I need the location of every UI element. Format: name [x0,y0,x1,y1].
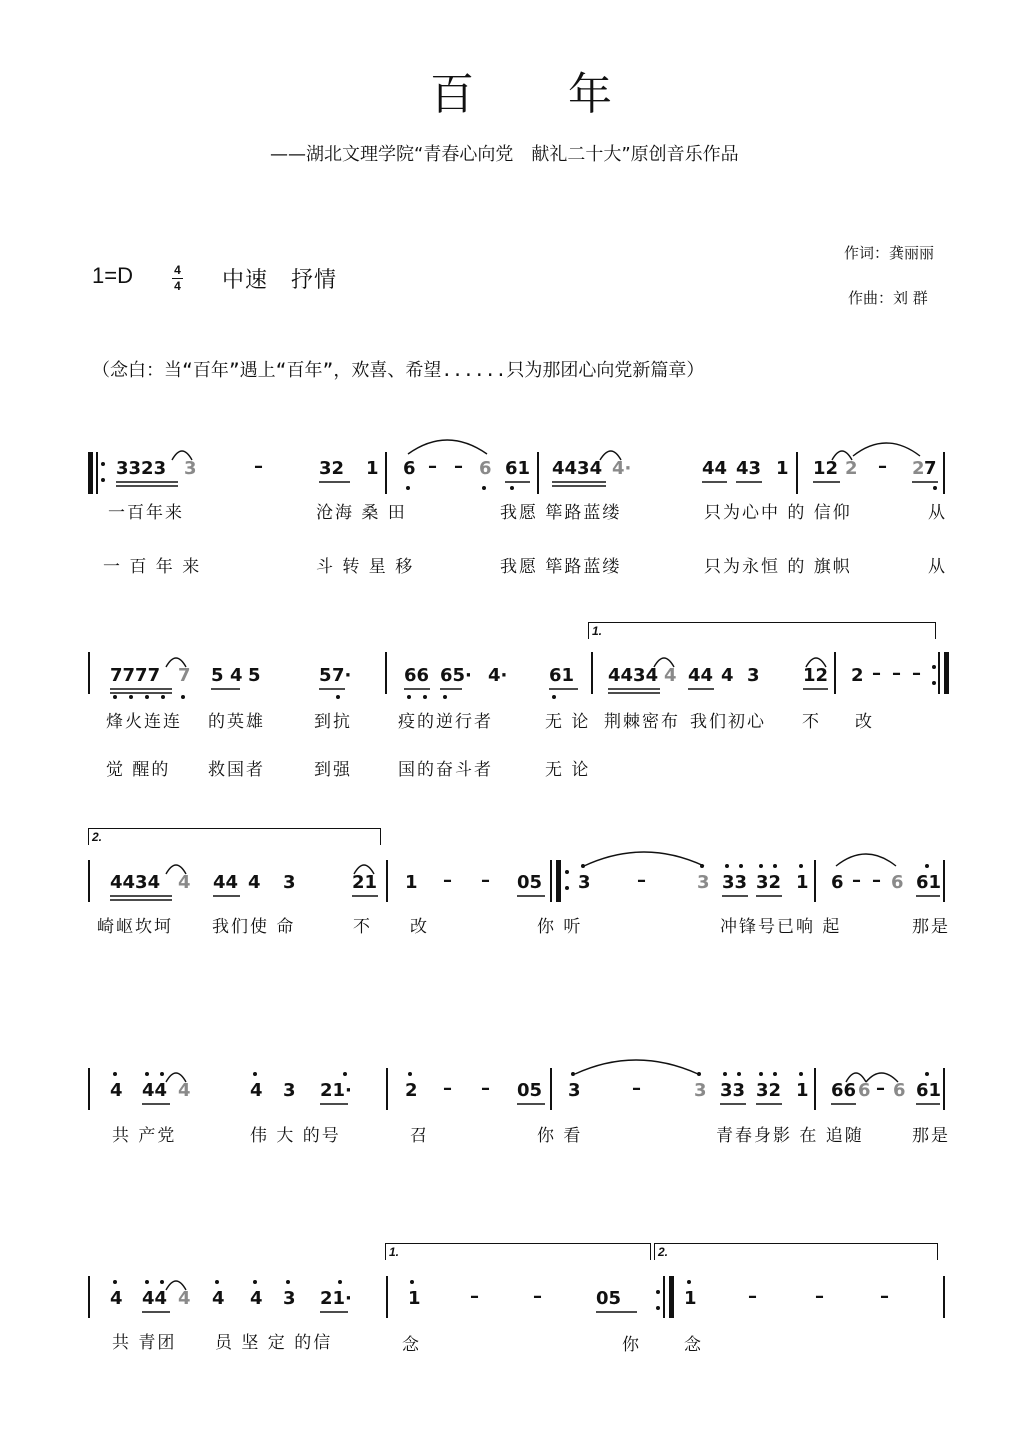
octave-dot [773,864,777,868]
note: 6 [831,872,844,893]
octave-dot [510,486,514,490]
note-flat: 7· [332,665,352,686]
note-tied: 3 [697,872,710,893]
lyric: 改 [410,917,429,937]
slur [806,658,826,667]
octave-dot [925,864,929,868]
composer-credit: 作曲：刘 群 [848,289,928,307]
octave-dot [129,695,133,699]
note-group: 65· [440,665,472,686]
octave-dot [759,864,763,868]
note-dash: – [481,1078,490,1099]
note-tied: 4 [178,872,191,893]
octave-dot [113,1072,117,1076]
lyric: 烽火连连 [106,712,182,732]
note-dash: – [254,456,263,477]
lyric: 到抗 [314,712,352,732]
slur [600,451,621,460]
slur [832,451,852,460]
note-sharp: 4 [230,665,243,686]
octave-dots [113,486,937,1284]
octave-dot [723,1072,727,1076]
octave-dot [759,1072,763,1076]
lyric: 共 青团 [112,1333,177,1353]
slur [172,451,192,460]
note-group: 32 [756,1080,782,1101]
tempo-marking: 中速 抒情 [222,268,338,293]
note: 1 [796,1080,809,1101]
slur [166,658,186,667]
note: 4 [721,665,734,686]
note-group: 32 [756,872,782,893]
note: 4· [488,665,508,686]
note: 1 [796,872,809,893]
note-tied: 4 [664,665,677,686]
key-signature: 1=D [92,263,133,288]
note: 1 [408,1288,421,1309]
note-group: 66 [404,665,430,686]
octave-dot [253,1072,257,1076]
octave-dot [773,1072,777,1076]
lyric: 觉 醒的 [106,760,171,780]
note-group: 44 [142,1080,168,1101]
note-tied: 3 [694,1080,707,1101]
note-dash: – [878,456,887,477]
note-group: 61 [549,665,575,686]
lyric: 你 [622,1335,641,1355]
octave-dot [145,695,149,699]
lyric: 改 [855,712,874,732]
octave-dot [160,1072,164,1076]
lyric: 冲锋号已响 起 [720,917,842,937]
note-group: 33 [720,1080,746,1101]
octave-dot [253,1280,257,1284]
note: 2 [405,1080,418,1101]
note-dash: – [880,1286,889,1307]
octave-dot [145,1072,149,1076]
lyric: 那是 [912,917,950,937]
slur [836,854,896,866]
slur [853,443,920,456]
note-tied: 6 [479,458,492,479]
note-group: 61 [505,458,531,479]
note-group: 44 [688,665,714,686]
note: 6 [403,458,416,479]
octave-dot [725,864,729,868]
slurs [166,440,920,1290]
lyric: 我愿 筚路蓝缕 [500,557,622,577]
note-dash: – [443,870,452,891]
octave-dot [925,1072,929,1076]
lyric: 一 百 年 来 [103,557,202,577]
note-dash: – [852,870,861,891]
note-tied: 7 [178,665,191,686]
note: 3 [747,665,760,686]
note: 1 [776,458,789,479]
note-group: 4434 [110,872,161,893]
lyric: 疫的逆行者 [398,712,493,732]
note-dash: – [428,456,437,477]
slur [846,1073,866,1082]
lyric: 的英雄 [208,712,265,732]
note-group: 43 [736,458,762,479]
note-dash: – [470,1286,479,1307]
octave-dot [410,1280,414,1284]
lyric: 到强 [314,760,352,780]
note-group: 66 [831,1080,857,1101]
lyric: 荆棘密布 [604,712,680,732]
lyric: 救国者 [208,760,265,780]
octave-dot [160,1280,164,1284]
note: 7 [924,458,937,479]
slur [575,1060,698,1074]
note-dash: – [443,1078,452,1099]
lyric: 你 听 [537,917,583,937]
octave-dot [286,1280,290,1284]
octave-dot [161,695,165,699]
note-group: 44 [702,458,728,479]
octave-dot [482,486,486,490]
octave-dot [443,695,447,699]
note: 3 [283,872,296,893]
note-dash: – [815,1286,824,1307]
octave-dot [700,864,704,868]
lyric: 我们初心 [690,712,766,732]
octave-dot [343,1072,347,1076]
slur [166,865,186,874]
note: 4 [248,872,261,893]
note: 2 [851,665,864,686]
octave-dot [423,695,427,699]
octave-dot [181,695,185,699]
octave-dot [408,1072,412,1076]
note-tied: 6 [893,1080,906,1101]
note-tied: 4 [178,1288,191,1309]
note: 4 [110,1080,123,1101]
note-tied: 4 [178,1080,191,1101]
note-group: 12 [813,458,839,479]
volta-label: 1. [592,624,603,638]
note-group: 32 [319,458,345,479]
octave-dot [407,695,411,699]
note-dash: – [872,663,881,684]
note: 5 [319,665,332,686]
note-group: 4434 [552,458,603,479]
note-dash: – [481,870,490,891]
song-title: 百 年 [430,69,652,120]
octave-dot [581,864,585,868]
note-group: 21 [352,872,378,893]
note-group: 44 [142,1288,168,1309]
lyric: 从 [928,503,947,523]
note: 1 [684,1288,697,1309]
note-group: 4434 [608,665,659,686]
note-group: 05 [596,1288,622,1309]
note: 5 [248,665,261,686]
note: 1 [366,458,379,479]
note: 4 [212,1288,225,1309]
time-signature-bottom: 4 [174,279,181,293]
lyric: 不 [802,712,821,732]
lyric: 员 坚 定 的信 [215,1333,333,1353]
lyric: 伟 大 的号 [250,1126,341,1146]
octave-dot [113,695,117,699]
lyric: 念 [684,1335,703,1355]
song-subtitle: ——湖北文理学院“青春心向党 献礼二十大”原创音乐作品 [270,144,739,165]
lyric: 从 [928,557,947,577]
note: 4 [110,1288,123,1309]
lyric: 召 [410,1126,429,1146]
note-tied: 2 [845,458,858,479]
note-group: 12 [803,665,829,686]
note-group: 05 [517,872,543,893]
note-tied: 6 [858,1080,871,1101]
beams [110,482,940,1312]
octave-dot [113,1280,117,1284]
lyric: 只为心中 的 信仰 [704,503,852,523]
lyric: 只为永恒 的 旗帜 [704,557,852,577]
octave-dot [338,1280,342,1284]
slur [408,440,487,454]
note-group: 7777 [110,665,161,686]
lyricist-credit: 作词：龚丽丽 [844,244,935,262]
narration-text: （念白：当“百年”遇上“百年”，欢喜、希望......只为那团心向党新篇章） [92,360,705,381]
note: 1 [405,872,418,893]
note-group: 44 [213,872,239,893]
lyric: 我愿 筚路蓝缕 [500,503,622,523]
volta-label: 2. [92,830,103,844]
octave-dot [215,1280,219,1284]
lyric: 你 看 [537,1126,583,1146]
slur [584,852,704,866]
lyric: 不 [353,917,372,937]
octave-dot [739,864,743,868]
octave-dot [145,1280,149,1284]
time-signature-top: 4 [174,263,181,277]
slur [166,1281,186,1290]
lyric: 斗 转 星 移 [316,557,415,577]
slur [866,1073,898,1082]
lyric: 那是 [912,1126,950,1146]
lyric: 一百年来 [108,503,184,523]
note-group: 33 [722,872,748,893]
octave-dot [799,1072,803,1076]
note-dash: – [876,1078,885,1099]
octave-dot [799,864,803,868]
lyric: 无 论 [545,712,591,732]
lyric: 念 [402,1335,421,1355]
note: 3 [283,1080,296,1101]
octave-dot [737,1072,741,1076]
note-group: 21· [320,1288,352,1309]
lyric: 共 产党 [112,1126,177,1146]
lyric: 崎岖坎坷 [97,917,173,937]
note: 4 [250,1080,263,1101]
note-group: 61 [916,872,942,893]
note-dash: – [637,870,646,891]
slur [166,1073,186,1082]
lyric: 沧海 桑 田 [316,503,407,523]
volta-label: 1. [389,1245,400,1259]
slur [654,658,674,667]
lyric: 国的奋斗者 [398,760,493,780]
octave-dot [697,1072,701,1076]
octave-dot [687,1280,691,1284]
note-dash: – [748,1286,757,1307]
note-dash: – [632,1078,641,1099]
note-group: 05 [517,1080,543,1101]
note: 5 [211,665,224,686]
note: 4 [250,1288,263,1309]
octave-dot [336,695,340,699]
note-dash: – [912,663,921,684]
note-dash: – [454,456,463,477]
note-tied: 3 [184,458,197,479]
octave-dot [571,1072,575,1076]
note-tied: 2 [912,458,925,479]
octave-dot [406,486,410,490]
note-group: 21· [320,1080,352,1101]
octave-dot [933,486,937,490]
note-group: 3323 [116,458,167,479]
note-tied: 6 [891,872,904,893]
note: 3 [283,1288,296,1309]
note: 3 [568,1080,581,1101]
note-dash: – [533,1286,542,1307]
lyric: 无 论 [545,760,591,780]
note-dash: – [872,870,881,891]
note-tied: 4· [612,458,632,479]
octave-dot [552,695,556,699]
note-dash: – [892,663,901,684]
note-group: 61 [916,1080,942,1101]
volta-label: 2. [658,1245,669,1259]
lyric: 我们使 命 [212,917,296,937]
lyric: 青春身影 在 追随 [716,1126,864,1146]
note: 3 [578,872,591,893]
slur [354,865,374,874]
